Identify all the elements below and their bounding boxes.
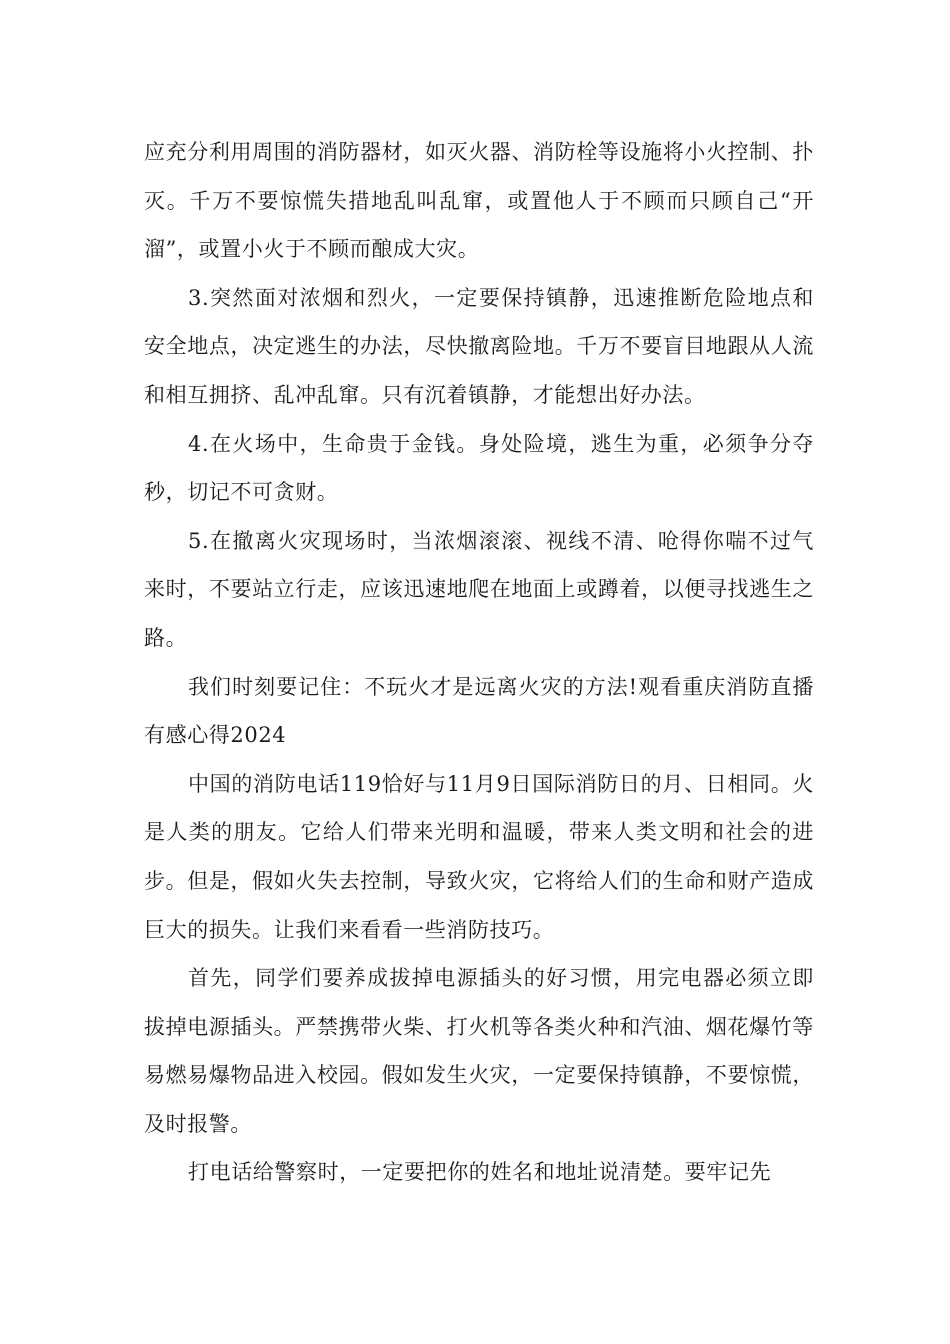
paragraph-item-5: 5.在撤离火灾现场时，当浓烟滚滚、视线不清、呛得你喘不过气来时，不要站立行走，应该迅速地爬在地面上或蹲着，以便寻找逃生之路。 bbox=[144, 528, 814, 650]
document-body bbox=[144, 128, 814, 1197]
paragraph-item-4: 4.在火场中，生命贵于金钱。身处险境，逃生为重，必须争分夺秒，切记不可贪财。 bbox=[144, 431, 814, 505]
paragraph-continuation: 应充分利用周围的消防器材，如灭火器、消防栓等设施将小火控制、扑灭。千万不要惊慌失措地乱叫乱窜，或置他人于不顾而只顾自己“开溜”，或置小火于不顾而酿成大灾。 bbox=[144, 140, 814, 262]
paragraph-intro: 中国的消防电话119恰好与11月9日国际消防日的月、日相同。火是人类的朋友。它给人们带来光明和温暖，带来人类文明和社会的进步。但是，假如火失去控制，导致火灾，它将给人们的生命和财产造成巨大的损失。让我们来看看一些消防技巧。 bbox=[144, 771, 814, 942]
paragraph-conclusion: 我们时刻要记住：不玩火才是远离火灾的方法!观看重庆消防直播有感心得2024 bbox=[144, 674, 814, 748]
paragraph-call-police: 打电话给警察时，一定要把你的姓名和地址说清楚。要牢记先 bbox=[188, 1160, 772, 1185]
paragraph-first: 首先，同学们要养成拔掉电源插头的好习惯，用完电器必须立即拔掉电源插头。严禁携带火柴、打火机等各类火种和汽油、烟花爆竹等易燃易爆物品进入校园。假如发生火灾，一定要保持镇静，不要惊慌，及时报警。 bbox=[144, 966, 814, 1136]
paragraph-item-3: 3.突然面对浓烟和烈火，一定要保持镇静，迅速推断危险地点和安全地点，决定逃生的办法，尽快撤离险地。千万不要盲目地跟从人流和相互拥挤、乱冲乱窜。只有沉着镇静，才能想出好办法。 bbox=[144, 285, 814, 407]
